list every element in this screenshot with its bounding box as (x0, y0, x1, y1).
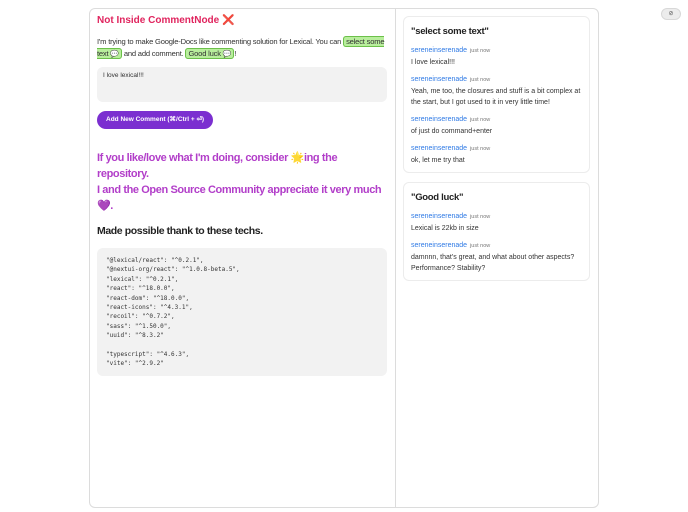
comment-text: ok, let me try that (411, 157, 465, 164)
comments-panel (403, 16, 590, 281)
intro-paragraph: I'm trying to make Google-Docs like commenting solution for Lexical. You can select some text 💬 and add comment. Good luck 💬 ! (97, 37, 385, 58)
comment-text: Yeah, me too, the closures and stuff is a bit complex at the start, but I got used to it in very little time! (411, 88, 581, 106)
cross-icon: ❌ (222, 15, 235, 26)
comment-time: just now (470, 243, 491, 249)
comment-highlight-good-luck[interactable]: Good luck 💬 (185, 48, 234, 59)
comment-time: just now (470, 146, 491, 152)
comment-input[interactable]: I love lexical!!! (97, 67, 387, 102)
editor-panel (97, 14, 389, 376)
thread-quote: "select some text" (411, 26, 489, 37)
comment-highlight-select-some-text[interactable]: select some text 💬 (97, 37, 385, 58)
panel-divider (395, 8, 396, 508)
comment-time: just now (470, 214, 491, 220)
add-comment-button[interactable]: Add New Comment (⌘/Ctrl + ⏎) (97, 111, 213, 129)
comment-author[interactable]: sereneinserenade (411, 76, 468, 83)
comment-item (411, 212, 582, 234)
comment-text: I love lexical!!! (411, 59, 455, 66)
theme-toggle[interactable]: ⊘ (661, 8, 681, 20)
comment-text: of just do command+enter (411, 128, 493, 135)
comment-thread (403, 182, 590, 281)
comment-text: damnnn, that's great, and what about other aspects? Performance? Stability? (411, 254, 575, 272)
heart-icon: 💜 (97, 200, 111, 212)
comment-time: just now (470, 48, 491, 54)
promo-text: If you like/love what I'm doing, consider 🌟ing the repository. I and the Open Source Community appreciate it very much 💜. (97, 152, 382, 212)
comment-thread (403, 16, 590, 173)
comment-item (411, 144, 582, 166)
chat-icon: 💬 (222, 51, 232, 58)
thanks-heading: Made possible thank to these techs. (97, 225, 263, 237)
comment-item (411, 241, 582, 274)
comment-author[interactable]: sereneinserenade (411, 116, 468, 123)
comment-item (411, 46, 582, 68)
comment-item (411, 75, 582, 108)
thread-quote: "Good luck" (411, 192, 464, 203)
comment-time: just now (470, 77, 491, 83)
comment-author[interactable]: sereneinserenade (411, 242, 468, 249)
comment-item (411, 115, 582, 137)
dependencies-code-block: "@lexical/react": "^0.2.1", "@nextui-org/react": "^1.0.8-beta.5", "lexical": "^0.2.1", "react": "^18.0.0", "react-dom": "^18.0.0", "react-icons": "^4.3.1", "recoil": "^0.7.2", "sass": "^1.50.0", "uuid": "^8.3.2" "typescript": "^4.6.3", "vite": "^2.9.2" (97, 248, 387, 376)
comment-author[interactable]: sereneinserenade (411, 145, 468, 152)
comment-author[interactable]: sereneinserenade (411, 47, 468, 54)
star-icon: 🌟 (290, 152, 304, 164)
chat-icon: 💬 (110, 51, 119, 58)
comment-author[interactable]: sereneinserenade (411, 213, 468, 220)
page-title: Not Inside CommentNode ❌ (97, 15, 235, 26)
comment-time: just now (470, 117, 491, 123)
comment-text: Lexical is 22kb in size (411, 225, 479, 232)
